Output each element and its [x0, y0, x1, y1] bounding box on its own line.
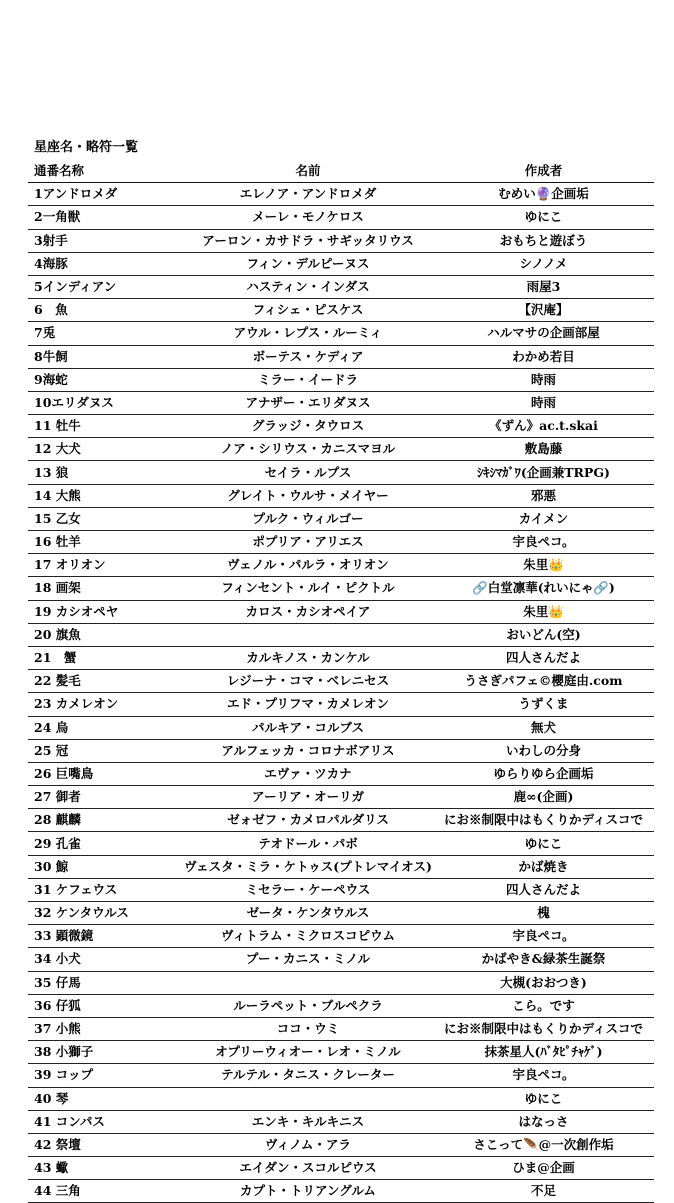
row-serial-name: 11 牡牛 — [28, 415, 183, 438]
row-name: ゼォゼフ・カメロパルダリス — [183, 809, 433, 832]
row-serial-name: 35 仔馬 — [28, 971, 183, 994]
row-creator: むめい🔮企画垢 — [433, 183, 654, 206]
row-name: エレノア・アンドロメダ — [183, 183, 433, 206]
row-name: ヴェノル・パルラ・オリオン — [183, 554, 433, 577]
row-serial-name: 38 小獅子 — [28, 1041, 183, 1064]
table-row — [28, 1157, 654, 1180]
row-name: アナザー・エリダヌス — [183, 391, 433, 414]
row-creator: にお※制限中はもくりかディスコで — [433, 809, 654, 832]
row-serial-name: 34 小犬 — [28, 948, 183, 971]
row-creator: 宇良ペコ。 — [433, 925, 654, 948]
row-creator: 無犬 — [433, 716, 654, 739]
row-serial-name: 1アンドロメダ — [28, 183, 183, 206]
row-name: カルキノス・カンケル — [183, 646, 433, 669]
table-row — [28, 786, 654, 809]
row-serial-name: 4海豚 — [28, 252, 183, 275]
row-serial-name: 14 大熊 — [28, 484, 183, 507]
row-serial-name: 17 オリオン — [28, 554, 183, 577]
row-name: テルテル・タニス・クレーター — [183, 1064, 433, 1087]
table-row — [28, 809, 654, 832]
row-name: エイダン・スコルピウス — [183, 1157, 433, 1180]
table-row — [28, 183, 654, 206]
row-name: ハスティン・インダス — [183, 275, 433, 298]
row-creator: 朱里👑 — [433, 554, 654, 577]
row-name: グレイト・ウルサ・メイヤー — [183, 484, 433, 507]
table-row — [28, 762, 654, 785]
row-creator: かば焼き — [433, 855, 654, 878]
row-name: エド・プリフマ・カメレオン — [183, 693, 433, 716]
row-creator: ゆにこ — [433, 206, 654, 229]
row-serial-name: 9海蛇 — [28, 368, 183, 391]
row-name: パルキア・コルブス — [183, 716, 433, 739]
row-serial-name: 24 烏 — [28, 716, 183, 739]
row-serial-name: 20 旗魚 — [28, 623, 183, 646]
row-name: プー・カニス・ミノル — [183, 948, 433, 971]
row-serial-name: 7兎 — [28, 322, 183, 345]
row-name: エヴァ・ツカナ — [183, 762, 433, 785]
row-name: アルフェッカ・コロナボアリス — [183, 739, 433, 762]
table-row — [28, 345, 654, 368]
row-creator: さこって🪶@一次創作垢 — [433, 1133, 654, 1156]
row-serial-name: 30 鯨 — [28, 855, 183, 878]
row-serial-name: 22 髪毛 — [28, 670, 183, 693]
row-serial-name: 5インディアン — [28, 275, 183, 298]
row-name: ボーテス・ケディア — [183, 345, 433, 368]
row-serial-name: 6 魚 — [28, 299, 183, 322]
row-creator: ｼｷｼﾏｶﾞﾜ(企画兼TRPG) — [433, 461, 654, 484]
row-name — [183, 623, 433, 646]
row-serial-name: 10エリダヌス — [28, 391, 183, 414]
row-creator: 鹿∞(企画) — [433, 786, 654, 809]
row-name: アーロン・カサドラ・サギッタリウス — [183, 229, 433, 252]
row-creator: ゆらりゆら企画垢 — [433, 762, 654, 785]
table-row — [28, 322, 654, 345]
row-creator: 🔗白堂凛華(れいにゃ🔗) — [433, 577, 654, 600]
table-row — [28, 739, 654, 762]
row-name: アーリア・オーリガ — [183, 786, 433, 809]
row-serial-name: 37 小熊 — [28, 1017, 183, 1040]
table-row — [28, 554, 654, 577]
row-serial-name: 41 コンパス — [28, 1110, 183, 1133]
row-creator: かばやき&緑茶生誕祭 — [433, 948, 654, 971]
row-serial-name: 23 カメレオン — [28, 693, 183, 716]
table-row — [28, 1041, 654, 1064]
row-creator: いわしの分身 — [433, 739, 654, 762]
header-creator: 作成者 — [433, 160, 654, 183]
row-serial-name: 27 御者 — [28, 786, 183, 809]
table-row — [28, 1133, 654, 1156]
row-creator: ゆにこ — [433, 832, 654, 855]
table-row — [28, 971, 654, 994]
row-creator: ハルマサの企画部屋 — [433, 322, 654, 345]
table-row — [28, 206, 654, 229]
row-name: ヴィノム・アラ — [183, 1133, 433, 1156]
row-serial-name: 31 ケフェウス — [28, 878, 183, 901]
table-row — [28, 600, 654, 623]
table-row — [28, 461, 654, 484]
row-serial-name: 3射手 — [28, 229, 183, 252]
table-row — [28, 1110, 654, 1133]
table-row — [28, 1064, 654, 1087]
table-row — [28, 275, 654, 298]
row-serial-name: 40 琴 — [28, 1087, 183, 1110]
table-header-row — [28, 160, 654, 183]
row-name: ルーラペット・ブルペクラ — [183, 994, 433, 1017]
table-row — [28, 832, 654, 855]
row-serial-name: 26 巨嘴鳥 — [28, 762, 183, 785]
row-name: レジーナ・コマ・ベレニセス — [183, 670, 433, 693]
row-name: ミラー・イードラ — [183, 368, 433, 391]
row-creator: おもちと遊ぼう — [433, 229, 654, 252]
row-creator: 【沢庵】 — [433, 299, 654, 322]
row-name: ノア・シリウス・カニスマヨル — [183, 438, 433, 461]
row-creator: にお※制限中はもくりかディスコで — [433, 1017, 654, 1040]
header-name: 名前 — [183, 160, 433, 183]
row-name: エンキ・キルキニス — [183, 1110, 433, 1133]
row-creator: 槐 — [433, 902, 654, 925]
table-row — [28, 902, 654, 925]
row-name — [183, 1087, 433, 1110]
row-serial-name: 18 画架 — [28, 577, 183, 600]
table-row — [28, 252, 654, 275]
row-creator: こら。です — [433, 994, 654, 1017]
row-name: フィシェ・ピスケス — [183, 299, 433, 322]
row-creator: シノノメ — [433, 252, 654, 275]
table-row — [28, 994, 654, 1017]
table-row — [28, 299, 654, 322]
row-serial-name: 44 三角 — [28, 1180, 183, 1203]
row-serial-name: 25 冠 — [28, 739, 183, 762]
table-row — [28, 878, 654, 901]
header-serial-name: 通番名称 — [28, 160, 183, 183]
row-creator: 抹茶星人(ﾊﾞﾀﾋﾟﾁｬｹﾞ) — [433, 1041, 654, 1064]
row-creator: 邪悪 — [433, 484, 654, 507]
table-row — [28, 531, 654, 554]
table-row — [28, 855, 654, 878]
table-row — [28, 368, 654, 391]
row-serial-name: 16 牡羊 — [28, 531, 183, 554]
row-name: カロス・カシオペイア — [183, 600, 433, 623]
row-creator: はなっさ — [433, 1110, 654, 1133]
row-name: メーレ・モノケロス — [183, 206, 433, 229]
row-serial-name: 12 大犬 — [28, 438, 183, 461]
row-serial-name: 15 乙女 — [28, 507, 183, 530]
row-creator: 朱里👑 — [433, 600, 654, 623]
table-row — [28, 1017, 654, 1040]
row-creator: 時雨 — [433, 391, 654, 414]
row-creator: うずくま — [433, 693, 654, 716]
row-serial-name: 19 カシオペヤ — [28, 600, 183, 623]
table-body — [28, 183, 654, 1203]
row-name — [183, 971, 433, 994]
row-serial-name: 8牛飼 — [28, 345, 183, 368]
table-row — [28, 1180, 654, 1203]
row-name: アウル・レプス・ルーミィ — [183, 322, 433, 345]
table-row — [28, 948, 654, 971]
row-serial-name: 43 蠍 — [28, 1157, 183, 1180]
row-name: ゼータ・ケンタウルス — [183, 902, 433, 925]
row-name: テオドール・パボ — [183, 832, 433, 855]
table-row — [28, 693, 654, 716]
row-name: グラッジ・タウロス — [183, 415, 433, 438]
row-name: セイラ・ルプス — [183, 461, 433, 484]
row-creator: おいどん(空) — [433, 623, 654, 646]
row-name: プルク・ウィルゴー — [183, 507, 433, 530]
table-row — [28, 484, 654, 507]
row-creator: 宇良ペコ。 — [433, 1064, 654, 1087]
row-name: ココ・ウミ — [183, 1017, 433, 1040]
row-serial-name: 29 孔雀 — [28, 832, 183, 855]
row-creator: 《ずん》ac.t.skai — [433, 415, 654, 438]
row-creator: ゆにこ — [433, 1087, 654, 1110]
row-name: ポプリア・アリエス — [183, 531, 433, 554]
table-row — [28, 438, 654, 461]
row-name: ヴェスタ・ミラ・ケトゥス(プトレマイオス) — [183, 855, 433, 878]
row-name: カプト・トリアングルム — [183, 1180, 433, 1203]
row-name: ヴィトラム・ミクロスコピウム — [183, 925, 433, 948]
table-row — [28, 623, 654, 646]
constellation-table — [28, 160, 654, 1203]
table-row — [28, 391, 654, 414]
row-creator: 四人さんだよ — [433, 878, 654, 901]
row-creator: 不足 — [433, 1180, 654, 1203]
row-name: フィンセント・ルイ・ピクトル — [183, 577, 433, 600]
row-serial-name: 36 仔狐 — [28, 994, 183, 1017]
row-creator: うさぎパフェ©櫻庭由.com — [433, 670, 654, 693]
row-creator: ひま@企画 — [433, 1157, 654, 1180]
table-row — [28, 577, 654, 600]
row-serial-name: 2一角獣 — [28, 206, 183, 229]
table-row — [28, 716, 654, 739]
row-creator: 雨屋3 — [433, 275, 654, 298]
table-row — [28, 415, 654, 438]
table-row — [28, 670, 654, 693]
row-name: フィン・デルピーヌス — [183, 252, 433, 275]
constellation-list-document — [28, 136, 654, 1203]
row-serial-name: 33 顕微鏡 — [28, 925, 183, 948]
row-serial-name: 39 コップ — [28, 1064, 183, 1087]
row-serial-name: 28 麒麟 — [28, 809, 183, 832]
table-row — [28, 1087, 654, 1110]
row-name: ミセラー・ケーペウス — [183, 878, 433, 901]
row-name: オプリーウィオー・レオ・ミノル — [183, 1041, 433, 1064]
table-row — [28, 507, 654, 530]
row-creator: カイメン — [433, 507, 654, 530]
table-row — [28, 646, 654, 669]
row-creator: わかめ若目 — [433, 345, 654, 368]
row-creator: 四人さんだよ — [433, 646, 654, 669]
row-creator: 宇良ペコ。 — [433, 531, 654, 554]
row-serial-name: 32 ケンタウルス — [28, 902, 183, 925]
table-row — [28, 925, 654, 948]
row-serial-name: 21 蟹 — [28, 646, 183, 669]
row-creator: 敷島藤 — [433, 438, 654, 461]
row-creator: 時雨 — [433, 368, 654, 391]
row-serial-name: 13 狼 — [28, 461, 183, 484]
table-row — [28, 229, 654, 252]
document-title: 星座名・略符一覧 — [34, 140, 139, 155]
row-serial-name: 42 祭壇 — [28, 1133, 183, 1156]
row-creator: 大槻(おおつき) — [433, 971, 654, 994]
